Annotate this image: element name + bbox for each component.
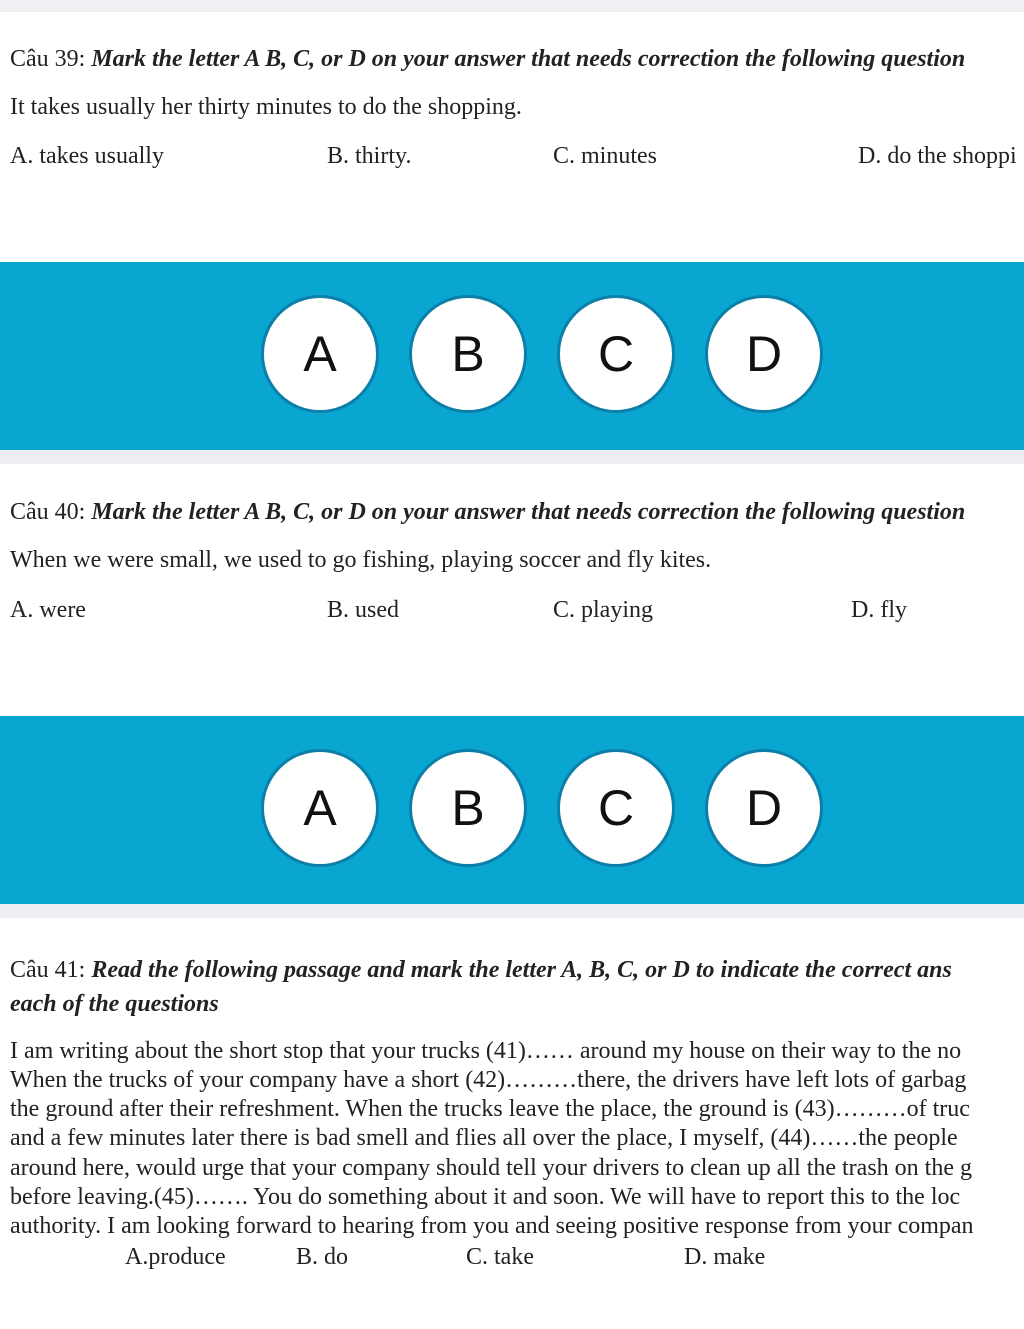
passage-line: before leaving.(45)……. You do something about it and soon. We will have to report this to the loc <box>10 1184 961 1210</box>
q40-number: Câu 40: <box>10 499 92 525</box>
q40-option-b: B. used <box>327 597 399 623</box>
passage-line: around here, would urge that your company should tell your drivers to clean up all the trash on the g <box>10 1155 972 1181</box>
q39-sentence: It takes usually her thirty minutes to do the shopping. <box>10 94 522 120</box>
passage-line: When the trucks of your company have a short (42)………there, the drivers have left lots of garbag <box>10 1067 967 1093</box>
q39-instruction: Mark the letter A B, C, or D on your answer that needs correction the following question <box>91 46 966 72</box>
passage-line: authority. I am looking forward to hearing from you and seeing positive response from your compan <box>10 1213 974 1239</box>
q40-instruction: Mark the letter A B, C, or D on your answer that needs correction the following question <box>91 499 966 525</box>
q40-heading <box>10 497 965 527</box>
q39-number: Câu 39: <box>10 46 92 72</box>
q40-answer-b-button[interactable]: B <box>409 749 527 867</box>
q39-answer-c-button[interactable]: C <box>557 295 675 413</box>
q41-number: Câu 41: <box>10 957 92 983</box>
q41-option-c: C. take <box>466 1244 534 1270</box>
q40-option-c: C. playing <box>553 597 653 623</box>
q39-option-a: A. takes usually <box>10 143 164 169</box>
q41-heading <box>10 955 952 985</box>
separator <box>0 904 1024 918</box>
q41-instruction: Read the following passage and mark the letter A, B, C, or D to indicate the correct ans <box>91 957 952 983</box>
q41-option-a: A.produce <box>125 1244 226 1270</box>
q39-answer-b-button[interactable]: B <box>409 295 527 413</box>
q39-option-c: C. minutes <box>553 143 658 169</box>
passage-line: and a few minutes later there is bad smell and flies all over the place, I myself, (44)……the people <box>10 1125 958 1151</box>
q39-answer-d-button[interactable]: D <box>705 295 823 413</box>
q41-heading-line2 <box>10 989 219 1019</box>
q40-answer-a-button[interactable]: A <box>261 749 379 867</box>
passage-line: the ground after their refreshment. When the trucks leave the place, the ground is (43)………of truc <box>10 1096 970 1122</box>
q39-answer-a-button[interactable]: A <box>261 295 379 413</box>
q41-option-b: B. do <box>296 1244 349 1270</box>
q39-heading <box>10 44 965 74</box>
q41-instruction-cont: each of the questions <box>10 991 219 1017</box>
passage-line: I am writing about the short stop that your trucks (41)…… around my house on their way to the no <box>10 1038 962 1064</box>
q40-sentence: When we were small, we used to go fishing, playing soccer and fly kites. <box>10 547 712 573</box>
q40-answer-d-button[interactable]: D <box>705 749 823 867</box>
q39-option-d: D. do the shoppi <box>858 143 1017 169</box>
q39-option-b: B. thirty. <box>327 143 412 169</box>
top-strip <box>0 0 1024 12</box>
q40-option-a: A. were <box>10 597 86 623</box>
q41-option-d: D. make <box>684 1244 766 1270</box>
separator <box>0 450 1024 464</box>
q40-answer-band <box>0 716 1024 904</box>
q40-answer-c-button[interactable]: C <box>557 749 675 867</box>
q40-option-d: D. fly <box>851 597 907 623</box>
q39-answer-band <box>0 262 1024 450</box>
